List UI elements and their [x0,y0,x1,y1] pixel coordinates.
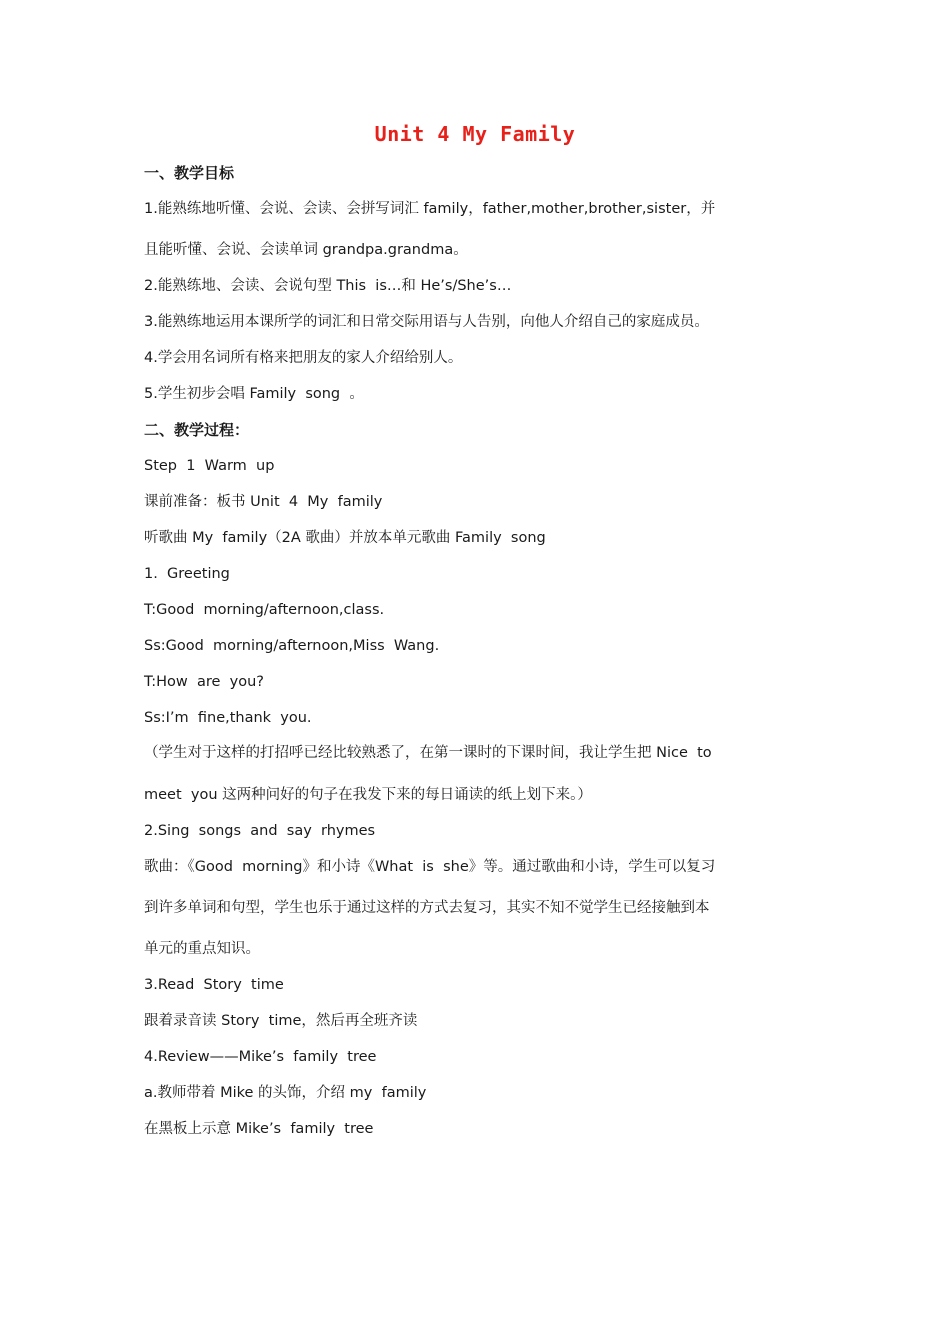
songs-line-3: 单元的重点知识。 [144,941,260,957]
objective-4: 4.学会用名词所有格来把朋友的家人介绍给别人。 [144,350,463,366]
songs-line-1: 歌曲：《Good morning》和小诗《What is she》等。通过歌曲和小诗，学生可以复习 [144,859,716,875]
section-heading-process: 二、教学过程： [144,421,250,439]
read-story-line: 跟着录音读 Story time，然后再全班齐读 [144,1013,418,1029]
document-title: Unit 4 My Family [374,122,576,146]
dialogue-line-4: Ss:I’m fine,thank you. [144,710,312,726]
song-line: 听歌曲 My family（2A 歌曲）并放本单元歌曲 Family song [144,530,546,546]
read-story-heading: 3.Read Story time [144,977,284,993]
review-heading: 4.Review——Mike’s family tree [144,1049,377,1065]
step-1-heading: Step 1 Warm up [144,458,275,474]
note-line-2: meet you 这两种问好的句子在我发下来的每日诵读的纸上划下来。） [144,787,592,803]
greeting-heading: 1. Greeting [144,566,230,582]
preparation-line: 课前准备：板书 Unit 4 My family [144,494,383,510]
note-line-1: （学生对于这样的打招呼已经比较熟悉了，在第一课时的下课时间，我让学生把 Nice to [144,745,712,761]
review-line-a: a.教师带着 Mike 的头饰，介绍 my family [144,1085,427,1101]
songs-line-2: 到许多单词和句型，学生也乐于通过这样的方式去复习，其实不知不觉学生已经接触到本 [144,900,710,916]
sing-songs-heading: 2.Sing songs and say rhymes [144,823,376,839]
section-heading-objectives: 一、教学目标 [144,164,235,182]
objective-5: 5.学生初步会唱 Family song 。 [144,386,364,402]
objective-2: 2.能熟练地、会读、会说句型 This is…和 He’s/She’s… [144,278,512,294]
dialogue-line-2: Ss:Good morning/afternoon,Miss Wang. [144,638,440,654]
review-line-b: 在黑板上示意 Mike’s family tree [144,1121,374,1137]
objective-1-line-2: 且能听懂、会说、会读单词 grandpa.grandma。 [144,242,468,258]
dialogue-line-1: T:Good morning/afternoon,class. [144,602,385,618]
objective-3: 3.能熟练地运用本课所学的词汇和日常交际用语与人告别，向他人介绍自己的家庭成员。 [144,314,709,330]
objective-1-line-1: 1.能熟练地听懂、会说、会读、会拼写词汇 family，father,mother,brother,sister，并 [144,201,716,217]
dialogue-line-3: T:How are you? [144,674,265,690]
